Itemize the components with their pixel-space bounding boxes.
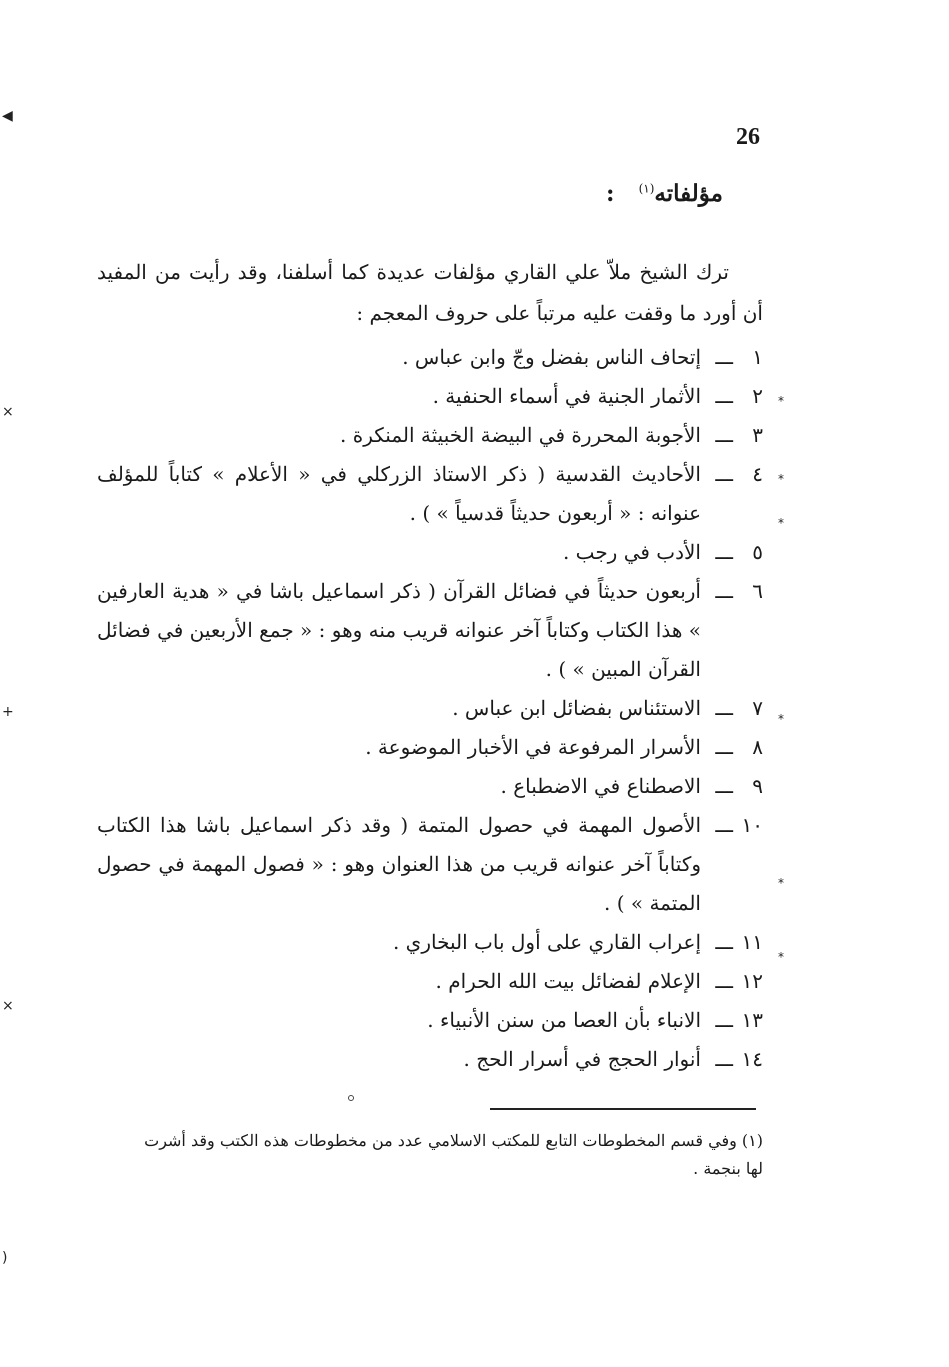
list-item xyxy=(97,455,763,533)
edge-mark: × xyxy=(2,998,14,1014)
edge-mark: ) xyxy=(2,1250,8,1266)
item-dash: ـــ xyxy=(715,774,733,798)
item-dash: ـــ xyxy=(715,969,733,993)
item-dash: ـــ xyxy=(715,423,733,447)
item-dash: ـــ xyxy=(715,345,733,369)
footnote-divider xyxy=(490,1108,756,1110)
item-text: الاصطناع في الاضطباع . xyxy=(500,774,701,798)
list-item xyxy=(97,338,763,377)
item-text: الأصول المهمة في حصول المتمة ( وقد ذكر اسماعيل باشا هذا الكتاب وكتاباً آخر عنوانه قريب من هذا العنوان وهو : « فصول المهمة في حصول المتمة » ) . xyxy=(97,813,701,915)
item-number: ٣ xyxy=(752,423,763,447)
ink-dot xyxy=(348,1095,354,1101)
list-item xyxy=(97,962,763,1001)
heading-title: مؤلفاته xyxy=(654,180,723,207)
footnote-ref: (١) xyxy=(638,181,655,196)
star-marker: * xyxy=(778,950,784,964)
item-text: أنوار الحجج في أسرار الحج . xyxy=(463,1047,701,1071)
list-item xyxy=(97,1040,763,1079)
item-number: ٧ xyxy=(752,696,763,720)
item-number: ٤ xyxy=(752,462,763,486)
item-dash: ـــ xyxy=(715,540,733,564)
edge-mark: + xyxy=(2,704,14,720)
list-item xyxy=(97,416,763,455)
item-dash: ـــ xyxy=(715,1047,733,1071)
item-text: الأجوبة المحررة في البيضة الخبيثة المنكرة . xyxy=(340,423,701,447)
works-list xyxy=(97,338,763,1079)
item-dash: ـــ xyxy=(715,384,733,408)
list-item xyxy=(97,923,763,962)
item-text: الأحاديث القدسية ( ذكر الاستاذ الزركلي في « الأعلام » كتاباً للمؤلف عنوانه : « أربعون حديثاً قدسياً » ) . xyxy=(97,462,701,525)
item-text: الأسرار المرفوعة في الأخبار الموضوعة . xyxy=(365,735,701,759)
item-text: إتحاف الناس بفضل وجّ وابن عباس . xyxy=(402,345,701,369)
item-dash: ـــ xyxy=(715,813,733,837)
item-number: ١٣ xyxy=(741,1008,763,1032)
list-item xyxy=(97,767,763,806)
item-dash: ـــ xyxy=(715,1008,733,1032)
page-number: 26 xyxy=(736,124,760,150)
item-number: ١٢ xyxy=(741,969,763,993)
item-number: ١٤ xyxy=(741,1047,763,1071)
list-item xyxy=(97,533,763,572)
item-dash: ـــ xyxy=(715,696,733,720)
item-number: ٨ xyxy=(752,735,763,759)
edge-mark: ◀ xyxy=(2,108,13,124)
star-marker: * xyxy=(778,472,784,486)
intro-paragraph: ترك الشيخ ملاّ علي القاري مؤلفات عديدة كما أسلفنا، وقد رأيت من المفيد أن أورد ما وقفت عليه مرتباً على حروف المعجم : xyxy=(97,260,763,325)
item-text: الأدب في رجب . xyxy=(562,540,701,564)
item-text: الاستئناس بفضائل ابن عباس . xyxy=(452,696,701,720)
heading-colon: : xyxy=(606,180,615,207)
item-text: الإعلام لفضائل بيت الله الحرام . xyxy=(435,969,701,993)
item-dash: ـــ xyxy=(715,930,733,954)
item-number: ٩ xyxy=(752,774,763,798)
list-item xyxy=(97,1001,763,1040)
item-number: ٢ xyxy=(752,384,763,408)
item-text: الانباء بأن العصا من سنن الأنبياء . xyxy=(427,1008,701,1032)
star-marker: * xyxy=(778,516,784,530)
footnote: (١) وفي قسم المخطوطات التابع للمكتب الاسلامي عدد من مخطوطات هذه الكتب وقد أشرت لها بنجمة . xyxy=(144,1131,763,1178)
item-number: ٦ xyxy=(752,579,763,603)
edge-mark: × xyxy=(2,404,14,420)
star-marker: * xyxy=(778,394,784,408)
item-dash: ـــ xyxy=(715,735,733,759)
star-marker: * xyxy=(778,876,784,890)
list-item xyxy=(97,377,763,416)
item-number: ١١ xyxy=(741,930,763,954)
item-text: أربعون حديثاً في فضائل القرآن ( ذكر اسماعيل باشا في « هدية العارفين » هذا الكتاب وكتاباً آخر عنوانه قريب منه وهو : « جمع الأربعين في فضائل القرآن المبين » ) . xyxy=(97,579,701,681)
list-item xyxy=(97,728,763,767)
item-number: ٥ xyxy=(752,540,763,564)
list-item xyxy=(97,806,763,923)
item-number: ١ xyxy=(752,345,763,369)
section-heading xyxy=(606,180,723,207)
star-marker: * xyxy=(778,712,784,726)
item-dash: ـــ xyxy=(715,462,733,486)
item-text: الأثمار الجنية في أسماء الحنفية . xyxy=(432,384,701,408)
item-number: ١٠ xyxy=(741,813,763,837)
item-dash: ـــ xyxy=(715,579,733,603)
item-text: إعراب القاري على أول باب البخاري . xyxy=(392,930,701,954)
list-item xyxy=(97,689,763,728)
list-item xyxy=(97,572,763,689)
